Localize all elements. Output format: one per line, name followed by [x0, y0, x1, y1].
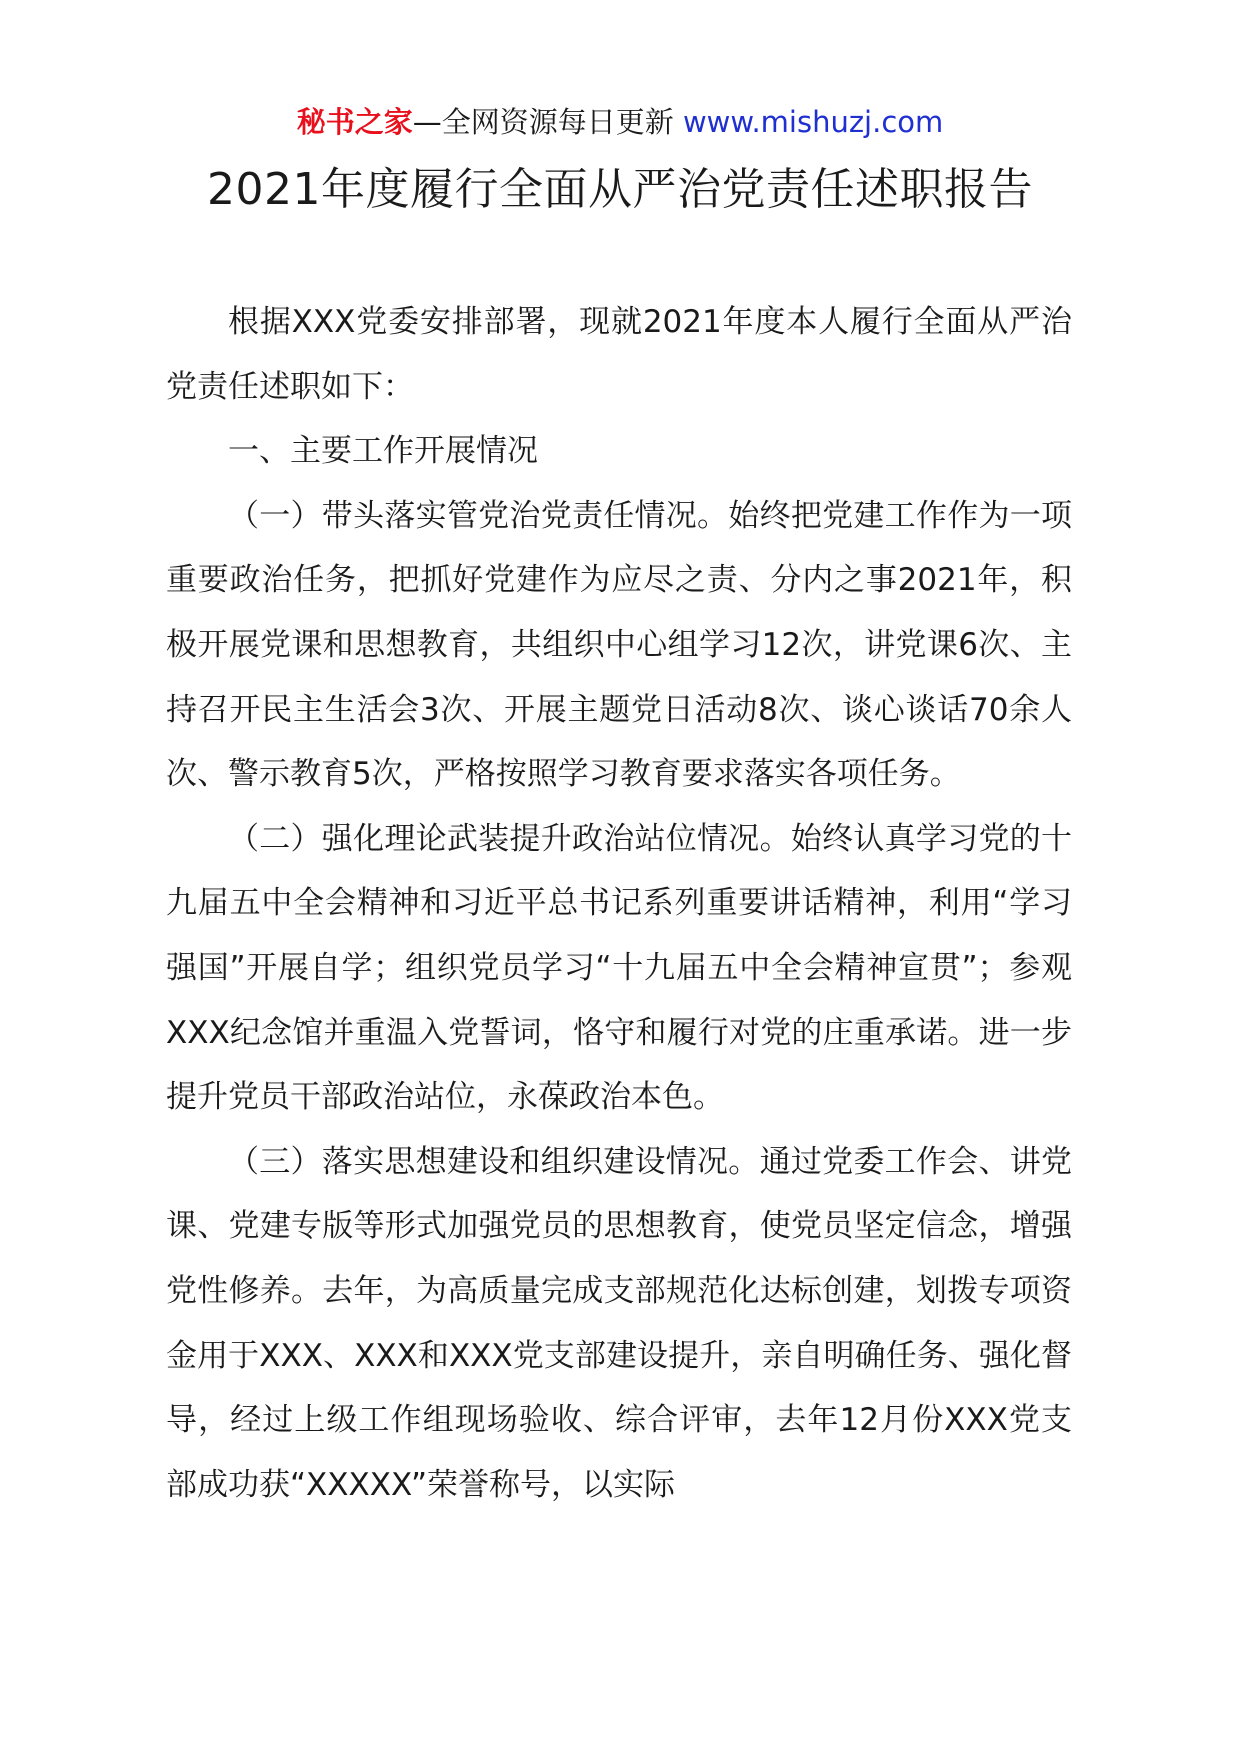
site-url-link[interactable]: www.mishuzj.com	[682, 105, 944, 139]
section-heading: 一、主要工作开展情况	[228, 433, 538, 470]
body-paragraph: （二）强化理论武装提升政治站位情况。始终认真学习党的十九届五中全会精神和习近平总书记系列重要讲话精神，利用“学习强国”开展自学；组织党员学习“十九届五中全会精神宣贯”；参观XXX纪念馆并重温入党誓词，恪守和履行对党的庄重承诺。进一步提升党员干部政治站位，永葆政治本色。	[166, 820, 1072, 1116]
header-slogan: —全网资源每日更新	[412, 105, 674, 139]
brand-name: 秘书之家	[296, 105, 413, 139]
intro-paragraph: 根据XXX党委安排部署，现就2021年度本人履行全面从严治党责任述职如下：	[166, 304, 1072, 405]
site-header	[0, 102, 1240, 142]
body-paragraph: （一）带头落实管党治党责任情况。始终把党建工作作为一项重要政治任务，把抓好党建作为应尽之责、分内之事2021年，积极开展党课和思想教育，共组织中心组学习12次，讲党课6次、主持召开民主生活会3次、开展主题党日活动8次、谈心谈话70余人次、警示教育5次，严格按照学习教育要求落实各项任务。	[166, 497, 1072, 793]
document-body	[166, 290, 1072, 1517]
body-paragraph: （三）落实思想建设和组织建设情况。通过党委工作会、讲党课、党建专版等形式加强党员的思想教育，使党员坚定信念，增强党性修养。去年，为高质量完成支部规范化达标创建，划拨专项资金用于XXX、XXX和XXX党支部建设提升，亲自明确任务、强化督导，经过上级工作组现场验收、综合评审，去年12月份XXX党支部成功获“XXXXX”荣誉称号，以实际	[166, 1143, 1072, 1503]
document-title: 2021年度履行全面从严治党责任述职报告	[207, 164, 1033, 215]
